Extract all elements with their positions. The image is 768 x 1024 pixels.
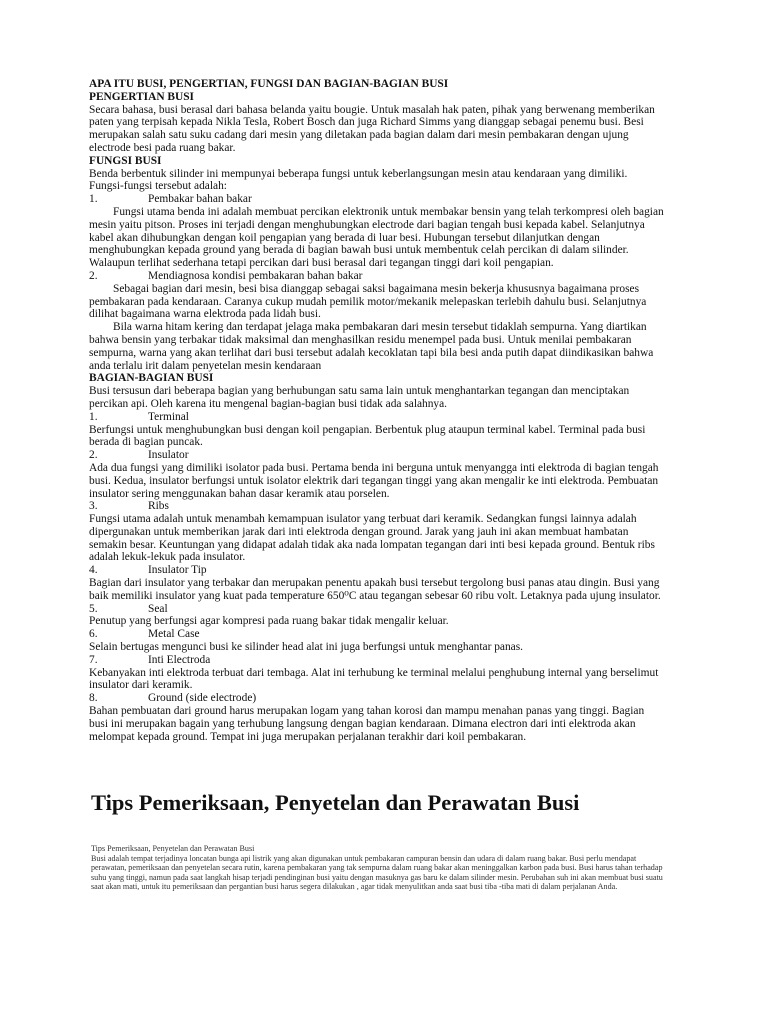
fungsi-item-1 (89, 193, 664, 206)
part-item-8 (89, 692, 664, 705)
item-number: 7. (89, 653, 98, 666)
part-item-4 (89, 564, 664, 577)
tips-heading: Tips Pemeriksaan, Penyetelan dan Perawatan Busi (91, 790, 580, 815)
item-label: Seal (148, 602, 168, 615)
part-item-6 (89, 628, 664, 641)
heading-bagian: BAGIAN-BAGIAN BUSI (89, 372, 214, 385)
item-number: 2. (89, 449, 98, 462)
item-label: Insulator Tip (148, 564, 207, 577)
item-label: Mendiagnosa kondisi pembakaran bahan bakar (148, 269, 363, 282)
part-item-1 (89, 411, 664, 424)
tips-section (91, 844, 666, 892)
heading-fungsi: FUNGSI BUSI (89, 154, 162, 167)
part-item-6-text: Selain bertugas mengunci busi ke silinder head alat ini juga berfungsi untuk menghantar panas. (89, 641, 523, 654)
part-item-3-text: Fungsi utama adalah untuk menambah kemampuan isulator yang terbuat dari keramik. Sedangkan fungsi lainnya adalah dipergunakan untuk memberikan jarak dari inti elektroda dengan ground. Jarak yang jauh ini akan membuat hambatan semakin besar. Keuntungan yang didapat adalah tidak aka nada lompatan tegangan dari inti besi kepada ground. Bentuk ribs adalah lekuk-lekuk pada insulator. (89, 513, 655, 564)
fungsi-item-1-text: Fungsi utama benda ini adalah membuat percikan elektronik untuk membakar bensin yang telah terkompresi oleh bagian mesin yaitu pitson. Proses ini terjadi dengan menghubungkan electrode dari bagian tengah busi kepada kabel. Selanjutnya kabel akan dihubungkan dengan koil pengapian yang berada di luar besi. Hubungan tersebut dilanjutkan dengan menghubungkan kepada ground yang berada di bagian bawah busi untuk membentuk celah percikan di dalam silinder. Walaupun terlihat sederhana tetapi percikan dari busi berasal dari tegangan tinggi dari koil pengapian. (89, 205, 664, 270)
part-item-8-text: Bahan pembuatan dari ground harus merupakan logam yang tahan korosi dan mampu menahan panas yang tinggi. Bagian busi ini merupakan bagain yang terhubung langsung dengan bagian kendaraan. Dimana electron dari inti elektroda akan melompat kepada ground. Tempat ini juga merupakan perjalanan terakhir dari koil pembakaran. (89, 705, 645, 743)
part-item-5 (89, 603, 664, 616)
part-item-7-text: Kebanyakan inti elektroda terbuat dari tembaga. Alat ini terhubung ke terminal melalui penghubung internal yang berselimut insulator dari keramik. (89, 666, 659, 692)
paragraph-pengertian: Secara bahasa, busi berasal dari bahasa belanda yaitu bougie. Untuk masalah hak paten, pihak yang berwenang memberikan paten yang terpisah kepada Nikla Tesla, Robert Bosch dan juga Richard Simms yang dianggap sebagai penemu busi. Besi merupakan salah satu suku cadang dari mesin yang diletakan pada bagian dalam dari mesin pembakaran dengan ujung electrode besi pada ruang bakar. (89, 103, 655, 154)
item-label: Insulator (148, 449, 189, 462)
tips-paragraph: Busi adalah tempat terjadinya loncatan bunga api listrik yang akan digunakan untuk pembakaran campuran bensin dan udara di dalam ruang bakar. Busi perlu mendapat perawatan, pemeriksaan dan penyetelan secara rutin, karena pembakaran yang tak sempurna dalam ruang bakar akan meninggalkan karbon pada busi. Busi harus tahan terhadap suhu yang tinggi, namun pada saat langkah hisap terjadi pendinginan busi yaitu dengan masuknya gas baru ke dalam silinder mesin. Perubahan suh ini akan membuat busi suatu saat akan mati, untuk itu pemeriksaan dan pergantian busi harus segera dilakukan , agar tidak menyulitkan anda saat busi tiba -tiba mati di dalam perjalanan Anda. (91, 853, 663, 892)
item-number: 8. (89, 692, 98, 705)
article-body (89, 78, 664, 743)
paragraph-fungsi: Benda berbentuk silinder ini mempunyai beberapa fungsi untuk keberlangsungan mesin atau kendaraan yang dimiliki. Fungsi-fungsi tersebut adalah: (89, 167, 628, 193)
article-title: APA ITU BUSI, PENGERTIAN, FUNGSI DAN BAGIAN-BAGIAN BUSI (89, 78, 449, 90)
fungsi-item-2-text-2: Bila warna hitam kering dan terdapat jelaga maka pembakaran dari mesin tersebut tidaklah sempurna. Yang diartikan bahwa bensin yang terbakar tidak maksimal dan menghasilkan residu menempel pada busi. Untuk menilai pembakaran sempurna, warna yang akan terlihat dari busi tersebut adalah kecoklatan tapi bila besi anda putih dapat diindikasikan bahwa anda terlalu irit dalam penyetelan mesin kendaraan (89, 321, 654, 372)
tips-small-title: Tips Pemeriksaan, Penyetelan dan Perawatan Busi (91, 844, 255, 853)
part-item-4-text: Bagian dari insulator yang terbakar dan merupakan penentu apakah busi tersebut tergolong busi panas atau dingin. Busi yang baik memiliki insulator yang kuat pada temperature 650⁰C atau tegangan sebesar 60 ribu volt. Letaknya pada ujung insulator. (89, 577, 661, 602)
item-number: 5. (89, 602, 98, 615)
part-item-7 (89, 654, 664, 667)
fungsi-item-2-text: Sebagai bagian dari mesin, besi bisa dianggap sebagai saksi bagaimana mesin bekerja khususnya bagaimana proses pembakaran pada kendaraan. Caranya cukup mudah pemilik motor/mekanik melepaskan terlebih dahulu busi. Selanjutnya dilihat bagaimana warna elektroda pada lidah busi. (89, 282, 647, 321)
item-number: 1. (89, 410, 98, 423)
part-item-5-text: Penutup yang berfungsi agar kompresi pada ruang bakar tidak mengalir keluar. (89, 615, 449, 628)
part-item-2-text: Ada dua fungsi yang dimiliki isolator pada busi. Pertama benda ini berguna untuk menyangga inti elektroda di bagian tengah busi. Kedua, insulator berfungsi untuk isolator elektrik dari tegangan tinggi yang akan mengalir ke inti elektroda. Pembuatan insulator sering menggunakan bahan dasar keramik atau porselen. (89, 461, 659, 500)
fungsi-item-2 (89, 270, 664, 283)
item-label: Ribs (148, 500, 169, 513)
item-label: Ground (side electrode) (148, 692, 257, 705)
part-item-2 (89, 449, 664, 462)
item-number: 1. (89, 193, 98, 206)
item-label: Terminal (148, 410, 189, 423)
item-label: Inti Electroda (148, 653, 211, 666)
part-item-3 (89, 500, 664, 513)
item-number: 4. (89, 564, 98, 577)
item-label: Pembakar bahan bakar (148, 193, 252, 206)
item-number: 3. (89, 500, 98, 513)
item-number: 2. (89, 269, 98, 282)
paragraph-bagian: Busi tersusun dari beberapa bagian yang berhubungan satu sama lain untuk menghantarkan tegangan dan menciptakan percikan api. Oleh karena itu mengenal bagian-bagian busi tidak ada salahnya. (89, 385, 630, 410)
item-label: Metal Case (148, 628, 200, 641)
item-number: 6. (89, 628, 98, 641)
heading-pengertian: PENGERTIAN BUSI (89, 90, 194, 103)
part-item-1-text: Berfungsi untuk menghubungkan busi dengan koil pengapian. Berbentuk plug ataupun terminal kabel. Terminal pada busi berada di bagian puncak. (89, 423, 646, 449)
